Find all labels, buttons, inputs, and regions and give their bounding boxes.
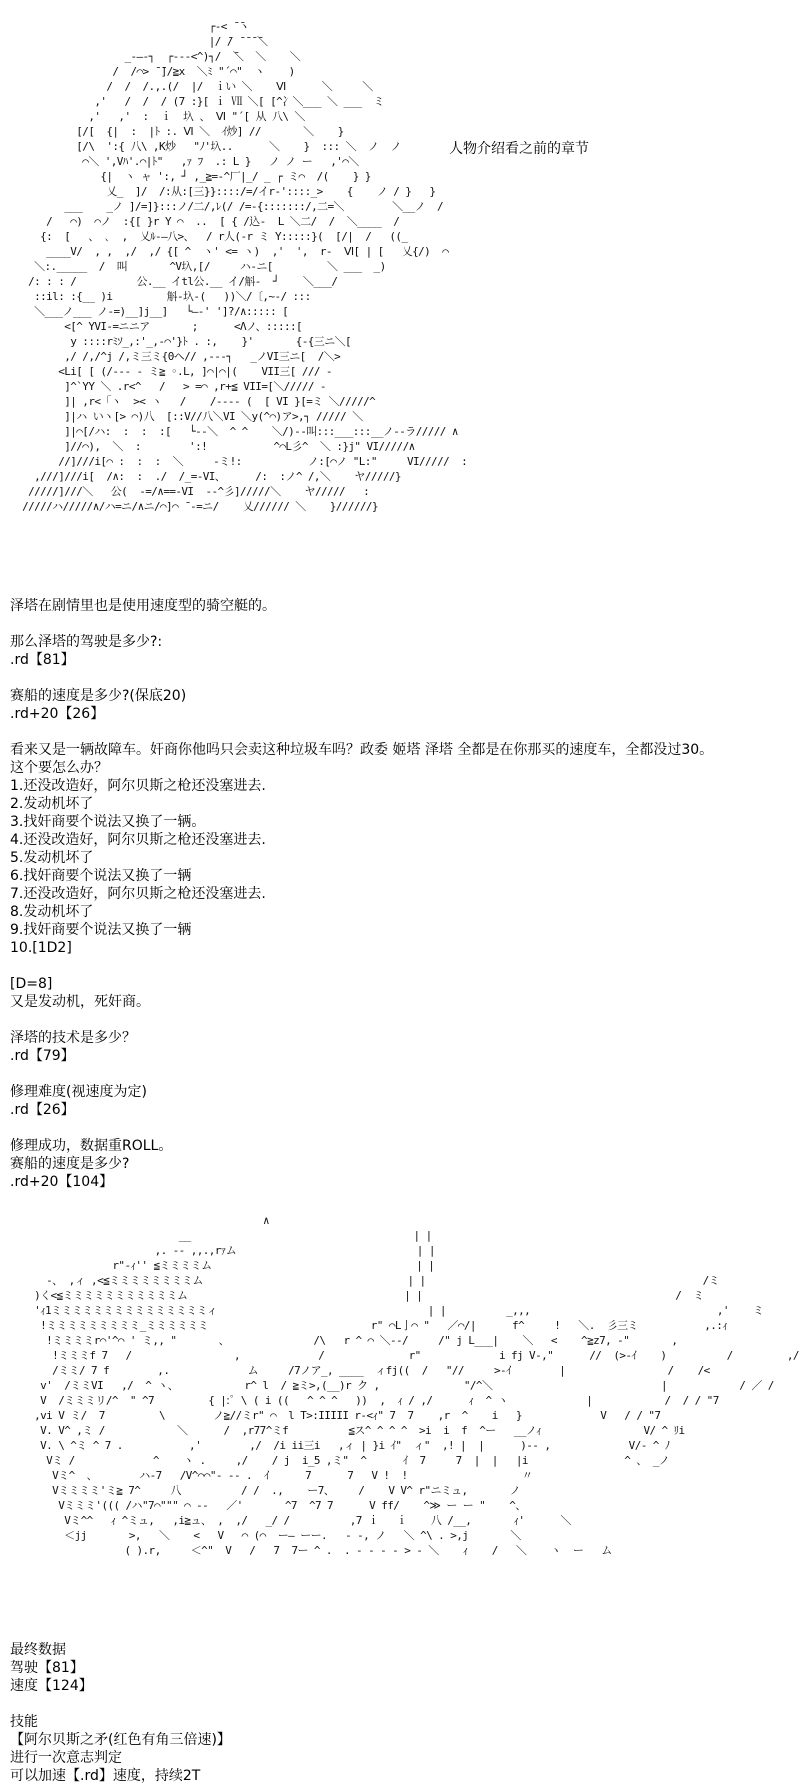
story-line: 8.发动机坏了 bbox=[10, 904, 94, 920]
story-line: 3.找奸商要个说法又换了一辆。 bbox=[10, 814, 206, 830]
story-line: 5.发动机坏了 bbox=[10, 850, 94, 866]
blank-line bbox=[10, 1065, 800, 1083]
story-line: 又是发动机，死奸商。 bbox=[10, 994, 150, 1010]
final-line: 驾驶【81】 bbox=[10, 1660, 84, 1676]
final-stats bbox=[10, 1641, 800, 1785]
story-line: 4.还没改造好，阿尔贝斯之枪还没塞进去. bbox=[10, 832, 266, 848]
story-line: 那么泽塔的驾驶是多少?: bbox=[10, 634, 163, 650]
story-line: 这个要怎么办？ bbox=[10, 760, 108, 776]
blank-line bbox=[10, 723, 800, 741]
story-line: [D=8] bbox=[10, 976, 53, 992]
final-line: 【阿尔贝斯之矛(红色有角三倍速)】 bbox=[10, 1732, 231, 1748]
blank-line bbox=[10, 1695, 800, 1713]
side-caption: 人物介绍看之前的章节 bbox=[449, 141, 589, 157]
story-line: 赛船的速度是多少?(保底20) bbox=[10, 688, 187, 704]
story-line: 2.发动机坏了 bbox=[10, 796, 94, 812]
final-line: 进行一次意志判定 bbox=[10, 1750, 122, 1766]
final-line: 最终数据 bbox=[10, 1642, 66, 1658]
final-line: 技能 bbox=[10, 1714, 38, 1730]
story-line: 修理难度(视速度为定) bbox=[10, 1084, 147, 1100]
blank-line bbox=[10, 957, 800, 975]
story-line: 泽塔在剧情里也是使用速度型的骑空艇的。 bbox=[10, 598, 276, 614]
story-text bbox=[10, 597, 800, 1191]
story-line: 修理成功，数据重ROLL。 bbox=[10, 1138, 173, 1154]
blank-line bbox=[10, 615, 800, 633]
story-line: .rd【81】 bbox=[10, 652, 75, 668]
ascii-art-airship: ∧ __ | | ,. -‐ ,,.,rｧム | | r"-ｨ'' ≦ミミミミム | | -、 ,ィ ,<≦ミミミミミミミミム | | /ミ )く<≦ミミミミミミミミミミミム | | / ミ 'ｨ1ミミミミミミミミミミミミミミミィ | | _,,, ,' ミ !ミミミミミミミミミ_ミミミミミミ r" ⌒L亅⌒ " ／⌒/| f^ ! ＼. 彡三ミ ,.:ｨ !ミミミミr⌒'^⌒ ' ミ,, " 、 /\ r ^ ⌒ ＼-‐/ /" j L___| ＼ < ^≧z7, ‐" , !ミミミf 7 / , / r" i fj V-," // (>-ｲ ) / ,/ /ミミ/ 7 f ,. ム /7ノア_, ____ ィfj(( / "// >-ｲ | / /< v' /ミミVI ,/ ^ ヽ、 r^ l / ≧ミ>,(__)r ク , "/^＼ | / ／ / V /ミミミリ/^ " ^7 { |:ﾟ \ ( i (( ^ ^ ^ )) , ｨ / ,/ ｨ ^ ヽ | / / / "7 ,vi V ミ/ 7 \ ノ≧//ミr" ⌒ l T>:IIIII r-<ｨ" 7 7 ,r ^ i } V / / "7 V. V^ ,ミ / ＼ / ,r77^ミf ≦ス^ ^ ^ ^ >i i f ^ー __ノｨ V/ ^ ﾘi V. \ ^ミ ^ 7 . ,' ,/ /i ii三i ,ィ | }i ｲ" ィ" ,! | | )-- , V/- ^ ﾉ Vミ / ^ ヽ . ,/ / j i_5 ,ミ" ^ ｲ 7 7 | | |i ^ 、 _ノ Vミ^ 、 ハ-7 /V^⌒⌒"- -- . ｲ 7 7 V ! ! 〃 Vミミミミ'ミ≧ 7^ 八 / / ., ー7、 / V V^ r"ニミュ, ノ Vミミミ'((( /ハ"7⌒""" ⌒ -- ／' ^7 ^7 7 V ff/ ^≫ ー ー " ^、 Vミ^^ ｨ ^ミュ, ,i≧ュ、 , ,/ _/ / ,7 ｉ ｉ 八 /__, ｨ' ＼ ＜jj >, ＼ < V ⌒ (⌒ ー― ーー. - ‐, ノ ＼ ^\ . >,j ＼ ( ).r, ＜^" V / 7 7ー ^ . . - - - - > ‐ ＼ ｨ / ＼ ヽ ー ム bbox=[34, 1214, 799, 1557]
story-line: 泽塔的技术是多少？ bbox=[10, 1030, 136, 1046]
final-line: 速度【124】 bbox=[10, 1678, 93, 1694]
story-line: 6.找奸商要个说法又换了一辆 bbox=[10, 868, 192, 884]
story-line: 赛船的速度是多少? bbox=[10, 1156, 130, 1172]
blank-line bbox=[10, 669, 800, 687]
story-line: 看来又是一辆故障车。奸商你他吗只会卖这种垃圾车吗？政委 姬塔 泽塔 全都是在你那买的速度车，全都没过30。 bbox=[10, 742, 714, 758]
final-line: 可以加速【.rd】速度，持续2T bbox=[10, 1768, 201, 1784]
story-line: 7.还没改造好，阿尔贝斯之枪还没塞进去. bbox=[10, 886, 266, 902]
story-line: .rd【26】 bbox=[10, 1102, 75, 1118]
story-line: .rd+20【26】 bbox=[10, 706, 105, 722]
story-line: .rd+20【104】 bbox=[10, 1174, 114, 1190]
story-line: 1.还没改造好，阿尔贝斯之枪还没塞进去. bbox=[10, 778, 266, 794]
blank-line bbox=[10, 1011, 800, 1029]
story-line: .rd【79】 bbox=[10, 1048, 75, 1064]
story-line: 9.找奸商要个说法又换了一辆 bbox=[10, 922, 192, 938]
ascii-art-character: ┌-< ̄ ̄ヽ |/ ̄/ ̄ ̄ ̄ ̄＼ _-―-┐ ┌---<^)┐/ ̄＼ ＼ ＼ / /⌒> ̄ ̄]/≧x ＼ﾐ "´⌒" ヽ ) / / /.,.(/ |/ ｉい ＼ Ⅵ ＼ ＼ ,' / / / (7 :}[ ｉ Ⅶ ＼[ [^冫＼___ ＼ ___ ミ ,' ,' : ｉ 圦 、 Ⅵ "´[ 从 八\ ＼ [/[ {| : |ﾄ :. Ⅵ ＼ ｲ炒] // ＼ } [/\ ':{ 八\ ,K炒 "ﾉ'圦.. ＼ } ::: ＼ ノ ノ ⌒＼ ',Vﾊ'.⌒|ﾄ" ,ｧ ﾌ .: L } ノ ノ ー ,'⌒＼ {| ヽ ャ ':, ┘ ,_≧=-^厂|_/ _ ┌ ミ⌒ /( } } 乂_ ]/ /:从:[三}}::::/=/イr‐'::::_> { ノ / } } ___ _ノ ]/=]}:::ノ/二/,ﾚ(/ /=-{:::::::/,二=＼ ＼__ノ / / ⌒) ⌒ノ :{[ }r Y ⌒ .. [ { /込- L ＼二/ / ＼____ / {: [ 、 ､ , 乂ﾙ-―八>、 / r人(-r ミ Y:::::}( [/| / ((_ ____V/ , , ,/ ,/ {[ ^ ヽ' <= ヽ) ,' ', r- Ⅵ[ | [ 乂{/) ⌒ ＼:._____ / 叫 ^V圦,[/ ハ-ニ[ ＼ ___ _) /: : : / 公.__ イtl公.__ イ/斛- ┘ ＼___/ ::il: :{__ )i 斛-圦-( ))＼/〔,~-/ ::: ＼___ノ___ ノ-=)__]j__] └―-' ']?/∧::::: [ <[^ YVI-=ニニア ; <Λノ、:::::[ y ::::rﾐｿ_,:'_,-⌒'}ﾄ . :, }' {-{三ニ＼[ ,/ /,/^j /,ミ三ミ{0ヘ// ,---┐ _ノVI三ニ[ /＼> <Li[ [ (/--- - ミ≧ ◦.L, ]⌒|⌒|( VII三[ /// - ]^`YY ＼ .r<^ / > =⌒ ,r+≦ VII=[＼///// - ]| ,r<「ヽ >< ヽ / /---- ( [ VI }[=ミ ＼/////^ ]|ハ いヽ[> ⌒)八 [::V//八＼VI ＼y(^⌒)ア>,┐ ///// ＼ ]|⌒[/ハ: : : :[ └--＼ ^ ^ ＼/)--叫:::___:::__ノ--ラ///// ∧ ]//⌒), ＼ : ':! ^⌒L彡^ ＼ :}j" VI/////∧ //]///i[⌒ : : : ＼ -ミ!: ノ:[⌒ノ "L:" VI///// : ,///]///i[ /∧: : ./ /_=-VI、 /: :ノ^ /,＼ ヤ/////} /////]///＼ 公( -=/∧==-VI --^彡]/////＼ ヤ///// : /////ハ/////∧/ハ=ニ/∧ニ/⌒]⌒ ̄ -=ニ/ 乂////// ＼ }//////} bbox=[22, 20, 468, 513]
blank-line bbox=[10, 1119, 800, 1137]
story-line: 10.[1D2] bbox=[10, 940, 72, 956]
